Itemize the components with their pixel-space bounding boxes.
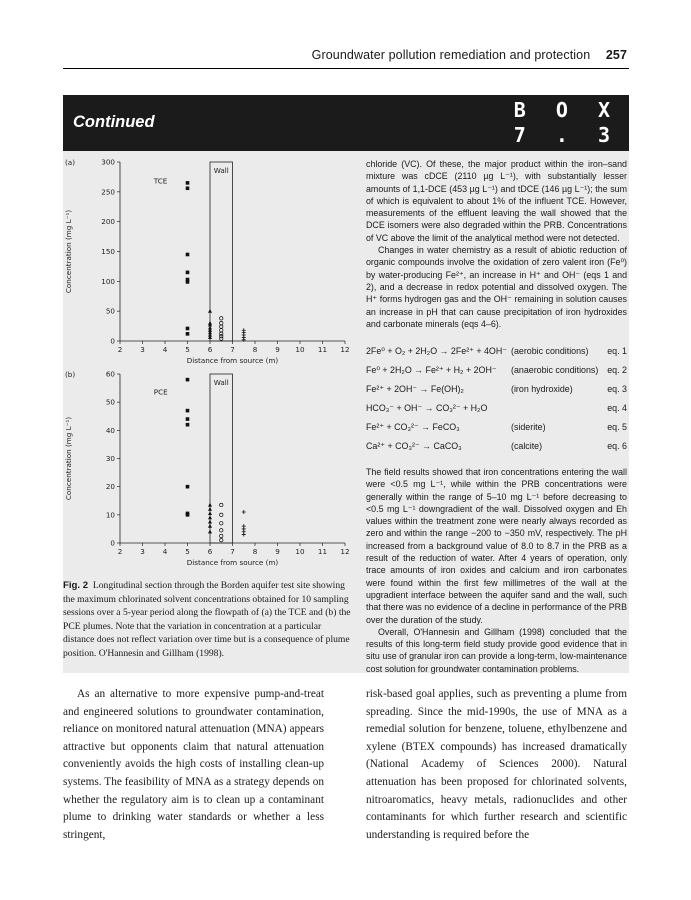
y-tick-label: 60 bbox=[105, 369, 115, 379]
box-text-bottom bbox=[366, 466, 627, 675]
x-tick-label: 5 bbox=[185, 547, 190, 556]
y-axis-label: Concentration (mg L⁻¹) bbox=[64, 416, 73, 501]
equation-row bbox=[366, 365, 627, 383]
y-tick-label: 50 bbox=[105, 397, 115, 407]
box-paragraph: Changes in water chemistry as a result of abiotic reduction of organic compounds involve the oxidation of zero valent iron (Fe⁰) by water-producing Fe²⁺, an increase in H⁺ and OH⁻ (eqs 1 and 2), and a decrease in redox potential and dissolved oxygen. The H⁺ forms hydrogen gas and the OH⁻ remaining in solution causes an increase in pH that can cause precipitation of iron hydroxides and carbonate minerals (eqs 4–6). bbox=[366, 245, 627, 329]
equation-number: eq. 3 bbox=[607, 384, 627, 394]
body-column-right bbox=[366, 686, 627, 844]
equation-condition: (anaerobic conditions) bbox=[511, 365, 599, 375]
running-head bbox=[0, 48, 627, 62]
figure-2-plots bbox=[63, 155, 355, 575]
data-point-circle bbox=[220, 321, 223, 324]
data-point-square bbox=[186, 280, 190, 284]
box-label-line2: 7 . 3 bbox=[513, 123, 619, 147]
box-label-line1: B O X bbox=[513, 98, 619, 122]
series-label: PCE bbox=[153, 387, 168, 397]
equation-row bbox=[366, 346, 627, 364]
data-point-circle bbox=[220, 522, 223, 525]
equation-number: eq. 6 bbox=[607, 441, 627, 451]
data-point-square bbox=[186, 271, 190, 275]
equation-number: eq. 1 bbox=[607, 346, 627, 356]
data-point-circle bbox=[220, 529, 223, 532]
data-point-triangle bbox=[208, 515, 212, 519]
data-point-square bbox=[186, 485, 190, 489]
data-point-circle bbox=[220, 534, 223, 537]
y-tick-label: 300 bbox=[101, 157, 115, 167]
equation-formula: HCO₃⁻ + OH⁻ → CO₃²⁻ + H₂O bbox=[366, 403, 488, 413]
x-tick-label: 12 bbox=[340, 345, 350, 354]
data-point-square bbox=[186, 423, 190, 427]
equation-row bbox=[366, 403, 627, 421]
equation-formula: Fe⁰ + 2H₂O → Fe²⁺ + H₂ + 2OH⁻ bbox=[366, 365, 497, 375]
data-point-square bbox=[186, 513, 190, 517]
box-text-top bbox=[366, 158, 627, 330]
data-point-triangle bbox=[208, 309, 212, 313]
data-point-triangle bbox=[208, 520, 212, 524]
equation-condition: (iron hydroxide) bbox=[511, 384, 573, 394]
equation-row bbox=[366, 441, 627, 459]
box-paragraph: The field results showed that iron concentrations entering the wall were <0.5 mg L⁻¹, while within the PRB concentrations were generally within the range of 5–10 mg L⁻¹ before decreasing to <0.5 mg L⁻¹ downgradient of the wall. Dissolved oxygen and Eh values within the treatment zone were nearly always recorded as zero and within the range −200 to −350 mV, respectively. The pH increased from a background value of 8.0 to 8.7 in the PRB as a result of the reduction of water. After 4 years of operation, only trace amounts of iron oxides and calcium and iron carbonates were found within the first few millimetres of the wall at the upgradient interface between the aquifer sand and the wall, such that there was no evidence of a decline in performance of the PRB over the duration of the study. bbox=[366, 467, 627, 625]
x-axis-label: Distance from source (m) bbox=[186, 356, 279, 365]
x-tick-label: 2 bbox=[117, 345, 123, 354]
box-number-label bbox=[514, 98, 619, 148]
body-paragraph: As an alternative to more expensive pump-and-treat and engineered solutions to groundwater contamination, reliance on monitored natural attenuation (MNA) appears attractive but opponents claim that natural attenuation conveniently avoids the high costs of installing clean-up systems. The feasibility of MNA as a strategy depends on whether the regulatory aim is to clean up a contaminant plume to drinking water standards or whether a less stringent, bbox=[63, 688, 324, 841]
panel-label: (b) bbox=[65, 370, 76, 379]
y-tick-label: 30 bbox=[105, 454, 115, 463]
equation-formula: Ca²⁺ + CO₃²⁻ → CaCO₃ bbox=[366, 441, 462, 451]
x-tick-label: 7 bbox=[230, 547, 235, 556]
x-tick-label: 11 bbox=[317, 345, 328, 354]
x-tick-label: 5 bbox=[185, 345, 190, 354]
equation-number: eq. 2 bbox=[607, 365, 627, 375]
box-paragraph: chloride (VC). Of these, the major product within the iron–sand mixture was cDCE (2110 µg L⁻¹), with substantially lesser amounts of 1,1-DCE (453 µg L⁻¹) and tDCE (146 µg L⁻¹); the sum of which is equivalent to about 1% of the influent TCE. However, measurements of the effluent leaving the wall showed that the DCE isomers were also degraded within the PRB. Concentrations of VC above the limit of the analytical method were not detected. bbox=[366, 159, 627, 243]
y-tick-label: 250 bbox=[101, 187, 115, 197]
data-point-square bbox=[186, 327, 190, 331]
x-tick-label: 12 bbox=[340, 547, 350, 556]
data-point-circle bbox=[220, 513, 223, 516]
series-label: TCE bbox=[153, 176, 168, 186]
data-point-triangle bbox=[208, 511, 212, 515]
y-tick-label: 10 bbox=[105, 510, 115, 520]
equation-number: eq. 5 bbox=[607, 422, 627, 432]
figure-caption bbox=[63, 579, 353, 661]
wall-rect bbox=[210, 374, 233, 543]
data-point-circle bbox=[220, 538, 223, 541]
caption-text: Longitudinal section through the Borden aquifer test site showing the maximum chlorinated solvent concentrations obtained for 10 sampling sessions over a 5-year period along the flowpath of (a) the TCE and (b) the PCE plumes. Note that the variation in concentration at a particular distance does not reflect variation over time but is a consequence of plume position. O'Hannesin and Gillham (1998). bbox=[63, 580, 351, 659]
x-tick-label: 3 bbox=[140, 345, 145, 354]
header-rule bbox=[63, 68, 629, 69]
data-point-triangle bbox=[208, 524, 212, 528]
body-paragraph: risk-based goal applies, such as preventing a plume from spreading. Since the mid-1990s, the use of MNA as a remedial solution for benzene, toluene, ethylbenzene and xylene (BTEX compounds) has increased dramatically (National Academy of Sciences 2000). Natural attenuation has been proposed for chlorinated solvents, nitroaromatics, heavy metals, radionuclides and other contaminants for which further research and scientific understanding is required before the bbox=[366, 688, 627, 841]
x-tick-label: 4 bbox=[162, 345, 168, 354]
equation-number: eq. 4 bbox=[607, 403, 627, 413]
wall-rect bbox=[210, 162, 233, 341]
y-axis-label: Concentration (mg L⁻¹) bbox=[64, 209, 73, 294]
x-tick-label: 8 bbox=[252, 547, 258, 556]
x-tick-label: 11 bbox=[317, 547, 328, 556]
x-tick-label: 10 bbox=[295, 345, 305, 354]
data-point-square bbox=[186, 181, 190, 185]
x-tick-label: 6 bbox=[207, 547, 213, 556]
x-tick-label: 2 bbox=[117, 547, 123, 556]
equation-row bbox=[366, 384, 627, 402]
y-tick-label: 40 bbox=[105, 425, 115, 435]
equation-row bbox=[366, 422, 627, 440]
data-point-square bbox=[186, 186, 190, 190]
y-tick-label: 20 bbox=[105, 482, 115, 492]
equation-condition: (siderite) bbox=[511, 422, 546, 432]
data-point-circle bbox=[220, 317, 223, 320]
x-tick-label: 7 bbox=[230, 345, 235, 354]
data-point-plus bbox=[242, 533, 246, 537]
x-tick-label: 8 bbox=[252, 345, 258, 354]
equation-formula: 2Fe⁰ + O₂ + 2H₂O → 2Fe²⁺ + 4OH⁻ bbox=[366, 346, 507, 356]
data-point-triangle bbox=[208, 507, 212, 511]
equation-formula: Fe²⁺ + 2OH⁻ → Fe(OH)₂ bbox=[366, 384, 464, 394]
box-paragraph: Overall, O'Hannesin and Gillham (1998) concluded that the results of this long-term field study provide good evidence that in situ use of granular iron can provide a long-term, low-maintenance cost solution for groundwater contamination problems. bbox=[366, 626, 627, 674]
data-point-circle bbox=[220, 337, 223, 340]
data-point-triangle bbox=[208, 530, 212, 534]
equation-formula: Fe²⁺ + CO₃²⁻ → FeCO₃ bbox=[366, 422, 460, 432]
x-tick-label: 9 bbox=[275, 547, 280, 556]
wall-label: Wall bbox=[213, 378, 229, 387]
x-tick-label: 4 bbox=[162, 547, 168, 556]
box-header-band bbox=[63, 95, 629, 151]
box-continued-label: Continued bbox=[73, 113, 155, 131]
y-tick-label: 100 bbox=[101, 276, 115, 286]
plot-panel bbox=[117, 374, 345, 546]
y-tick-label: 200 bbox=[101, 217, 115, 227]
x-tick-label: 6 bbox=[207, 345, 213, 354]
x-tick-label: 10 bbox=[295, 547, 305, 556]
data-point-circle bbox=[220, 503, 223, 506]
plot-panel bbox=[117, 162, 345, 344]
data-point-circle bbox=[220, 329, 223, 332]
caption-label: Fig. 2 bbox=[63, 580, 89, 591]
body-column-left bbox=[63, 686, 324, 844]
data-point-square bbox=[186, 417, 190, 421]
wall-label: Wall bbox=[213, 166, 229, 175]
x-axis-label: Distance from source (m) bbox=[186, 558, 279, 567]
equation-condition: (calcite) bbox=[511, 441, 543, 451]
x-tick-label: 3 bbox=[140, 547, 145, 556]
y-tick-label: 0 bbox=[110, 336, 115, 346]
data-point-square bbox=[186, 409, 190, 413]
y-tick-label: 50 bbox=[105, 306, 115, 316]
equation-condition: (aerobic conditions) bbox=[511, 346, 589, 356]
data-point-plus bbox=[242, 510, 246, 514]
panel-label: (a) bbox=[65, 158, 76, 167]
running-head-title: Groundwater pollution remediation and protection bbox=[311, 48, 591, 62]
x-tick-label: 9 bbox=[275, 345, 280, 354]
data-point-circle bbox=[220, 325, 223, 328]
data-point-triangle bbox=[208, 503, 212, 507]
data-point-square bbox=[186, 378, 190, 382]
data-point-square bbox=[186, 253, 190, 257]
y-tick-label: 150 bbox=[101, 247, 115, 256]
data-point-square bbox=[186, 332, 190, 336]
page-number: 257 bbox=[605, 48, 627, 62]
y-tick-label: 0 bbox=[110, 538, 115, 548]
